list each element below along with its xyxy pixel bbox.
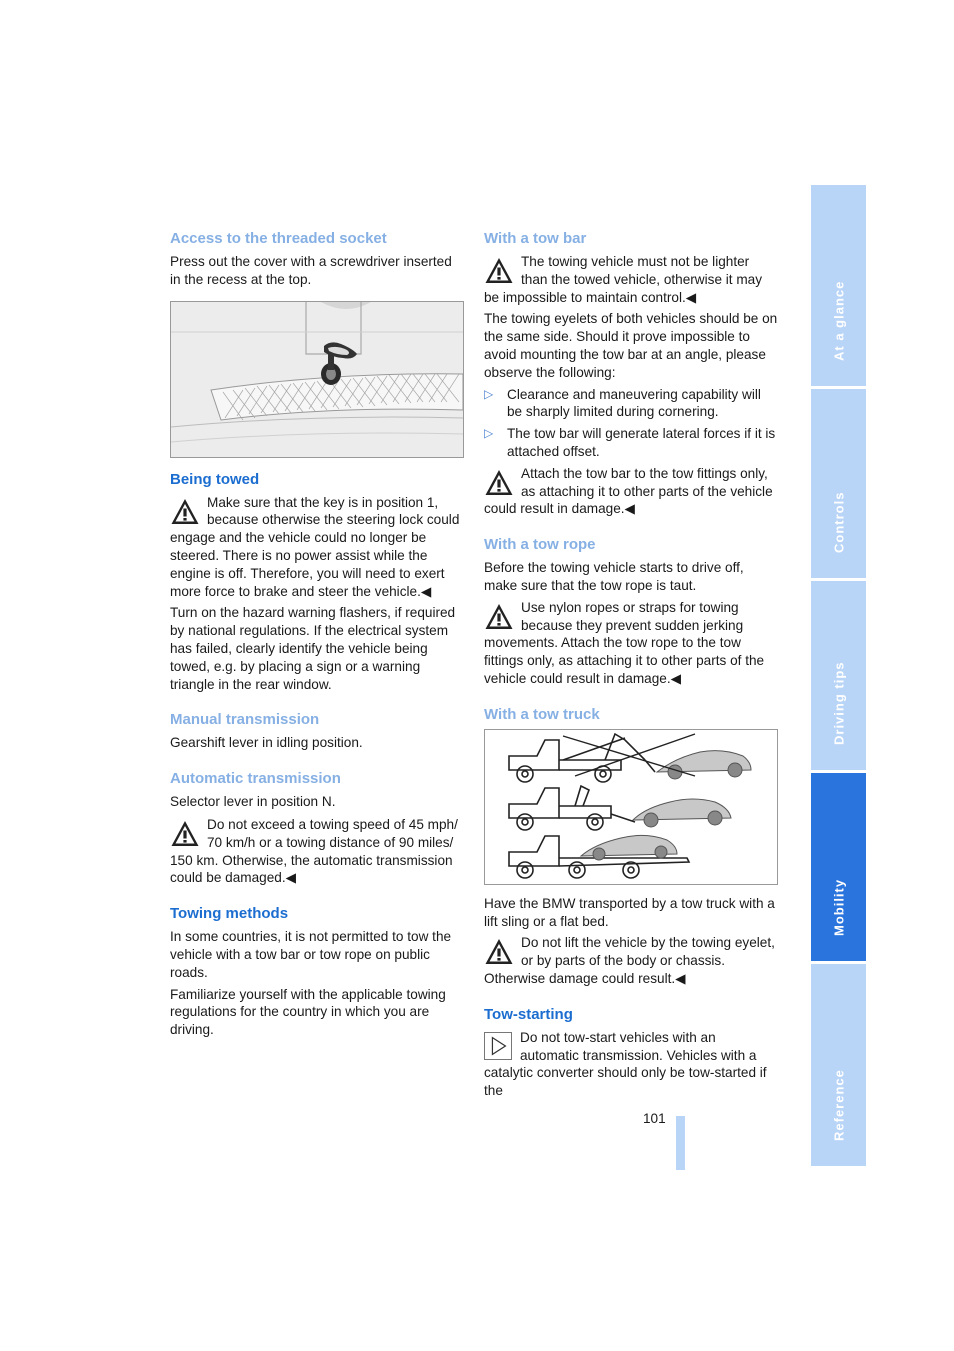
tab-at-a-glance[interactable]: At a glance xyxy=(811,185,866,386)
page-marker-bar xyxy=(676,1116,685,1170)
triangle-bullet-icon: ▷ xyxy=(484,426,494,441)
automatic-transmission-heading: Automatic transmission xyxy=(170,770,341,788)
tow-rope-warning: Use nylon ropes or straps for towing because they prevent sudden jerking movements. Attach the tow rope to the tow fittings only, as attaching it to other parts of the vehicle could result in damage.◀ xyxy=(484,599,765,686)
manual-transmission-heading: Manual transmission xyxy=(170,711,320,729)
warning-icon xyxy=(170,497,200,527)
tow-truck-illustration xyxy=(485,730,777,884)
car-middle xyxy=(633,799,731,827)
threaded-socket-figure xyxy=(170,301,464,458)
car-top xyxy=(657,750,751,778)
automatic-warning: Do not exceed a towing speed of 45 mph/ 70 km/h or a towing distance of 90 miles/ 150 km. Otherwise, the automatic transmission could be damaged.◀ xyxy=(170,816,458,886)
tab-controls[interactable]: Controls xyxy=(811,389,866,578)
tow-bar-warning-2: Attach the tow bar to the tow fittings only, as attaching it to other parts of the vehicle could result in damage.◀ xyxy=(484,465,773,517)
right-column xyxy=(484,229,778,1104)
manual-transmission-text: Gearshift lever in idling position. xyxy=(170,735,363,751)
list-item: ▷ Clearance and maneuvering capability will be sharply limited during cornering. xyxy=(484,386,761,420)
tow-bar-text: The towing eyelets of both vehicles should be on the same side. Should it prove impossible to avoid mounting the tow bar at an angle, please observe the following: xyxy=(484,311,778,380)
warning-icon xyxy=(484,256,514,286)
page-number: 101 xyxy=(643,1111,666,1126)
warning-icon xyxy=(170,819,200,849)
tow-bar-warning: The towing vehicle must not be lighter than the towed vehicle, otherwise it may be impossible to maintain control.◀ xyxy=(484,254,763,305)
tow-truck-middle xyxy=(509,786,635,830)
automatic-transmission-text: Selector lever in position N. xyxy=(170,794,336,810)
tow-starting-heading: Tow-starting xyxy=(484,1005,573,1023)
warning-icon xyxy=(484,468,514,498)
tab-mobility[interactable]: Mobility xyxy=(811,773,866,961)
tow-rope-text: Before the towing vehicle starts to drive off, make sure that the tow rope is taut. xyxy=(484,560,744,593)
being-towed-heading: Being towed xyxy=(170,470,260,488)
access-text: Press out the cover with a screwdriver inserted in the recess at the top. xyxy=(170,254,452,287)
being-towed-warning: Make sure that the key is in position 1, because otherwise the steering lock could engage and the vehicle could no longer be steered. There is no power assist while the engine is off. Therefore, you will need to exert more force to brake and steer the vehicle.◀ xyxy=(170,494,460,599)
tab-driving-tips[interactable]: Driving tips xyxy=(811,581,866,770)
warning-icon xyxy=(484,937,514,967)
warning-icon xyxy=(484,602,514,632)
tow-truck-figure xyxy=(484,729,778,885)
tow-rope-heading: With a tow rope xyxy=(484,536,596,554)
tow-truck-text: Have the BMW transported by a tow truck with a lift sling or a flat bed. xyxy=(484,895,775,929)
triangle-bullet-icon: ▷ xyxy=(484,386,494,401)
car-bottom xyxy=(581,835,677,860)
tow-truck-warning: Do not lift the vehicle by the towing eyelet, or by parts of the body or chassis. Otherwise damage could result.◀ xyxy=(484,935,775,986)
access-heading: Access to the threaded socket xyxy=(170,230,387,247)
note-triangle-icon xyxy=(484,1032,512,1060)
tow-truck-heading: With a tow truck xyxy=(484,705,600,723)
list-item: ▷ The tow bar will generate lateral forces if it is attached offset. xyxy=(484,426,776,459)
chapter-tab-bar xyxy=(811,185,866,1166)
left-column xyxy=(170,229,464,1043)
towing-methods-text-2: Familiarize yourself with the applicable towing regulations for the country in which you are driving. xyxy=(170,986,446,1038)
tow-starting-note: Do not tow-start vehicles with an automatic transmission. Vehicles with a catalytic converter should only be tow-started if the xyxy=(484,1029,767,1099)
tow-bar-heading: With a tow bar xyxy=(484,230,587,247)
towing-methods-text-1: In some countries, it is not permitted to tow the vehicle with a tow bar or tow rope on public roads. xyxy=(170,929,452,980)
bumper-illustration xyxy=(171,302,463,457)
tab-reference[interactable]: Reference xyxy=(811,964,866,1166)
being-towed-text: Turn on the hazard warning flashers, if required by national regulations. If the electrical system has failed, clearly identify the vehicle being towed, e.g. by placing a sign or a warning triangle in the rear window. xyxy=(170,605,456,692)
towing-methods-heading: Towing methods xyxy=(170,905,289,923)
